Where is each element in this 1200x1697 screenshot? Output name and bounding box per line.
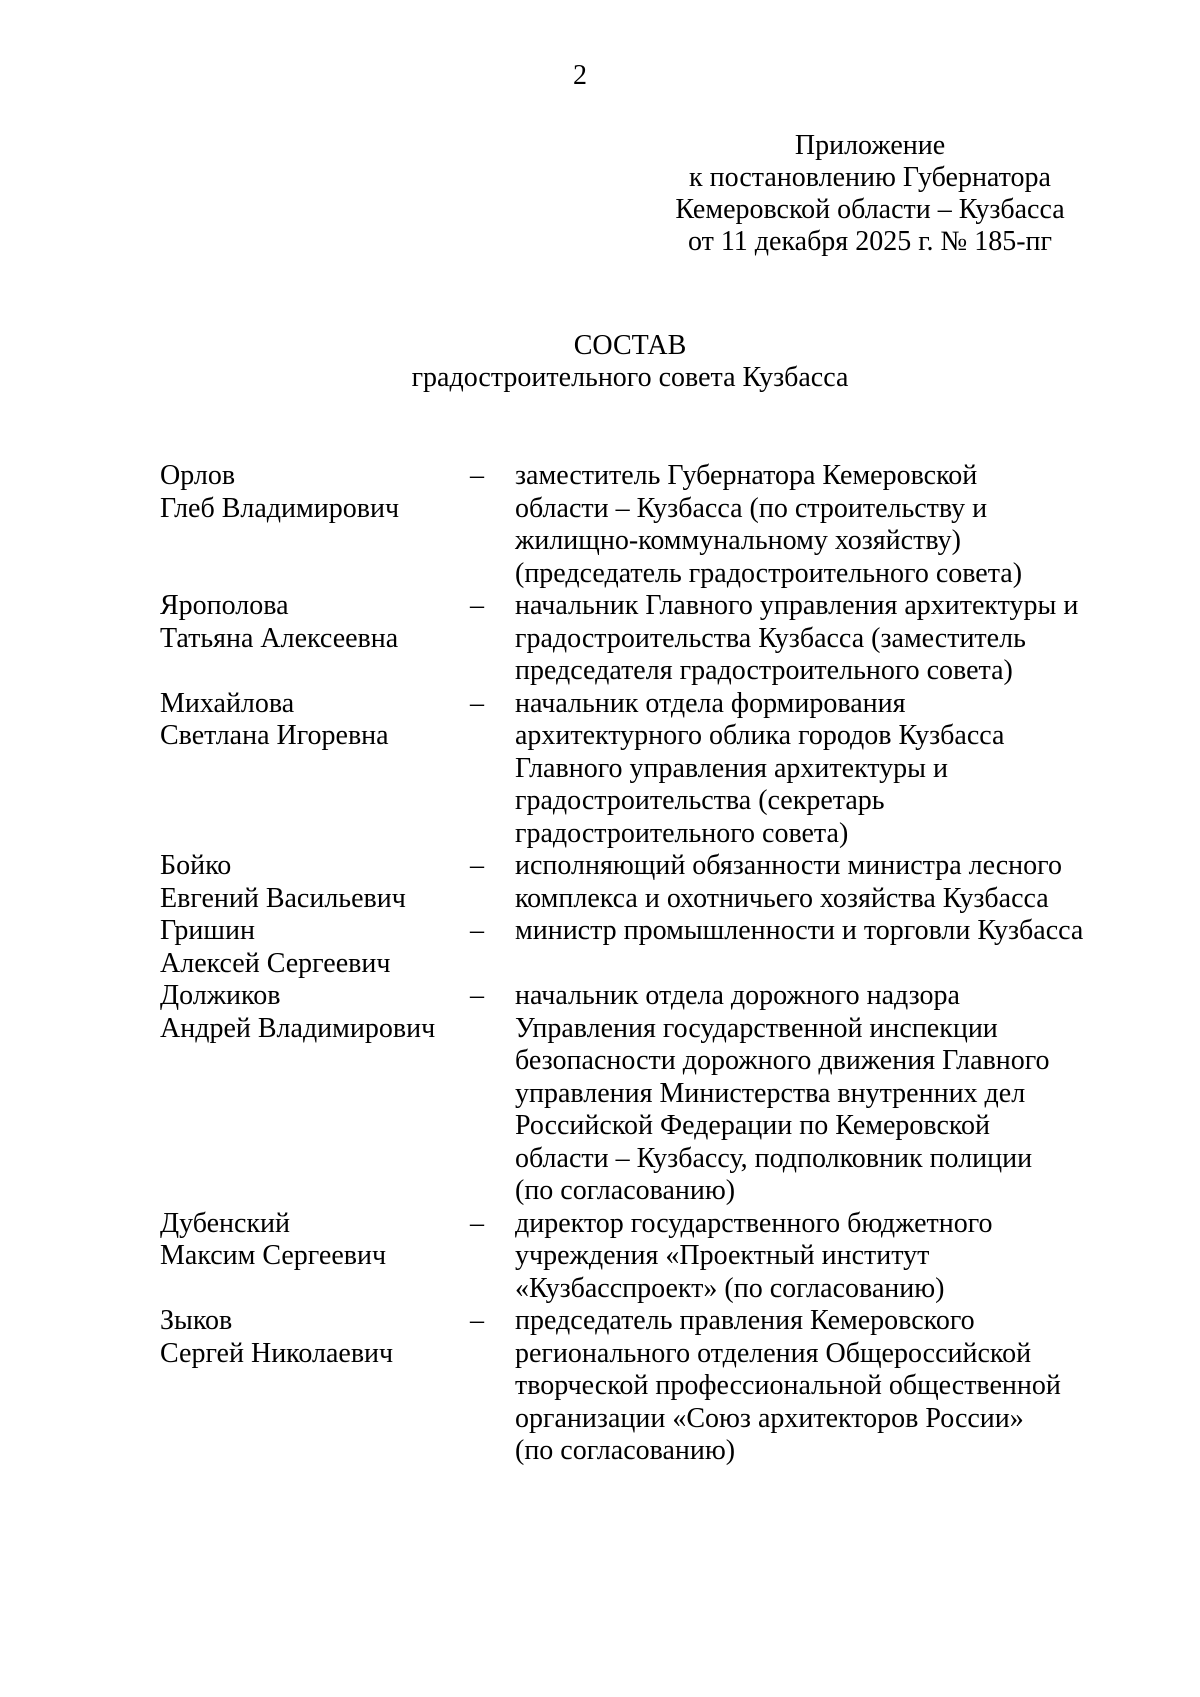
member-entry <box>160 1305 1120 1468</box>
member-role <box>515 850 1120 915</box>
member-given-name: Сергей Николаевич <box>160 1337 394 1369</box>
member-entry <box>160 460 1120 590</box>
role-line: организации «Союз архитекторов России» <box>515 1402 1024 1434</box>
role-line: регионального отделения Общероссийской <box>515 1337 1032 1369</box>
role-line: директор государственного бюджетного <box>515 1207 993 1239</box>
member-entry <box>160 688 1120 851</box>
role-line: жилищно-коммунальному хозяйству) <box>515 525 961 556</box>
member-role <box>515 688 1120 851</box>
member-name <box>160 688 470 851</box>
role-line: безопасности дорожного движения Главного <box>515 1045 1050 1076</box>
appendix-line: к постановлению Губернатора <box>689 162 1051 193</box>
member-role <box>515 590 1120 688</box>
role-line: министр промышленности и торговли Кузбасса <box>515 915 1084 946</box>
appendix-line: Кемеровской области – Кузбасса <box>675 194 1065 225</box>
role-line: председателя градостроительного совета) <box>515 655 1013 686</box>
role-line: исполняющий обязанности министра лесного <box>515 850 1062 881</box>
member-dash: – <box>470 1207 484 1239</box>
member-role <box>515 1305 1120 1468</box>
document-title <box>0 330 1200 394</box>
member-entry <box>160 980 1120 1208</box>
members-list <box>160 460 1120 1468</box>
role-line: комплекса и охотничьего хозяйства Кузбасса <box>515 882 1049 914</box>
role-line: (по согласованию) <box>515 1175 736 1206</box>
member-dash: – <box>470 850 484 881</box>
member-surname: Орлов <box>160 460 236 491</box>
member-role <box>515 980 1120 1208</box>
member-name <box>160 850 470 915</box>
appendix-header <box>640 130 1100 258</box>
role-line: начальник Главного управления архитектуры и <box>515 590 1079 621</box>
member-name <box>160 590 470 688</box>
member-dash: – <box>470 687 484 719</box>
member-given-name: Евгений Васильевич <box>160 882 406 914</box>
member-entry <box>160 590 1120 688</box>
member-surname: Дубенский <box>160 1207 291 1239</box>
role-line: председатель правления Кемеровского <box>515 1305 975 1336</box>
member-given-name: Максим Сергеевич <box>160 1240 387 1271</box>
role-line: области – Кузбасса (по строительству и <box>515 492 988 524</box>
member-role <box>515 915 1120 980</box>
title-heading: СОСТАВ <box>573 330 687 361</box>
member-dash: – <box>470 915 484 946</box>
member-surname: Должиков <box>160 980 281 1011</box>
member-dash: – <box>470 590 484 621</box>
role-line: заместитель Губернатора Кемеровской <box>515 460 978 491</box>
member-dash: – <box>470 1305 484 1336</box>
member-surname: Ярополова <box>160 590 289 621</box>
appendix-line: от 11 декабря 2025 г. № 185-пг <box>687 226 1053 257</box>
appendix-line: Приложение <box>794 130 946 161</box>
member-name <box>160 1208 470 1306</box>
member-role <box>515 1208 1120 1306</box>
member-entry <box>160 915 1120 980</box>
role-line: «Кузбасспроект» (по согласованию) <box>515 1272 945 1304</box>
member-entry <box>160 850 1120 915</box>
member-role <box>515 460 1120 590</box>
member-given-name: Андрей Владимирович <box>160 1012 436 1044</box>
member-given-name: Глеб Владимирович <box>160 492 400 524</box>
role-line: Управления государственной инспекции <box>515 1012 998 1044</box>
role-line: градостроительства Кузбасса (заместитель <box>515 622 1026 654</box>
member-given-name: Светлана Игоревна <box>160 720 389 751</box>
role-line: (по согласованию) <box>515 1435 736 1466</box>
role-line: Российской Федерации по Кемеровской <box>515 1110 991 1141</box>
role-line: Главного управления архитектуры и <box>515 752 948 784</box>
role-line: начальник отдела формирования <box>515 687 906 719</box>
role-line: управления Министерства внутренних дел <box>515 1077 1026 1109</box>
member-surname: Зыков <box>160 1305 233 1336</box>
role-line: области – Кузбассу, подполковник полиции <box>515 1142 1033 1174</box>
member-surname: Гришин <box>160 915 255 946</box>
member-name <box>160 1305 470 1468</box>
role-line: архитектурного облика городов Кузбасса <box>515 720 1005 751</box>
member-dash: – <box>470 460 484 491</box>
member-name <box>160 460 470 590</box>
member-surname: Бойко <box>160 850 232 881</box>
member-dash: – <box>470 980 484 1011</box>
role-line: начальник отдела дорожного надзора <box>515 980 960 1011</box>
member-name <box>160 915 470 980</box>
title-subheading: градостроительного совета Кузбасса <box>411 362 849 393</box>
member-surname: Михайлова <box>160 687 295 719</box>
role-line: градостроительного совета) <box>515 817 849 849</box>
member-entry <box>160 1208 1120 1306</box>
role-line: учреждения «Проектный институт <box>515 1240 930 1271</box>
member-given-name: Татьяна Алексеевна <box>160 622 399 654</box>
role-line: (председатель градостроительного совета) <box>515 557 1023 589</box>
role-line: градостроительства (секретарь <box>515 785 885 816</box>
page-number: 2 <box>573 60 587 91</box>
member-given-name: Алексей Сергеевич <box>160 947 391 979</box>
role-line: творческой профессиональной общественной <box>515 1370 1061 1401</box>
member-name <box>160 980 470 1208</box>
